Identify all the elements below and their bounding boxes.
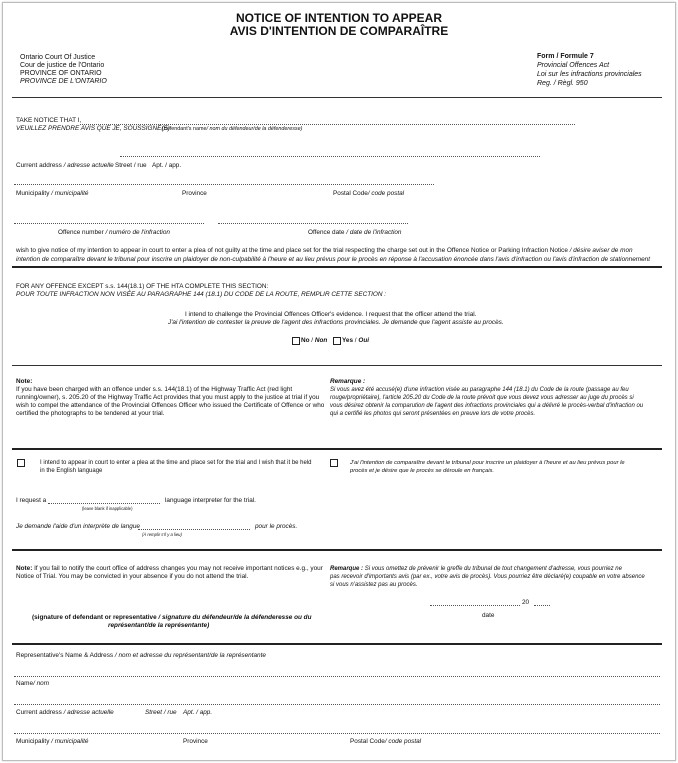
municipality-line[interactable] xyxy=(14,184,434,185)
french-trial-checkbox[interactable] xyxy=(330,459,338,467)
offence-number-label: Offence number / numéro de l'infraction xyxy=(58,229,170,236)
fill-caption-fr: (À remplir s'il y a lieu) xyxy=(142,532,182,537)
offence-number-line[interactable] xyxy=(14,223,204,224)
divider-top xyxy=(12,97,662,98)
offence-date-label: Offence date / date de l'infraction xyxy=(308,229,402,236)
challenge-evidence-en: I intend to challenge the Provincial Offences Officer's evidence. I request that the officer attend the trial. xyxy=(185,311,477,318)
yes-label: Yes / Oui xyxy=(342,337,370,344)
interpreter-language-en-line[interactable] xyxy=(48,503,160,504)
interpreter-request-en: I request a xyxy=(16,497,47,504)
remarque1-fr-line4: qui a certifié les photos qui seront présentées en preuve lors de votre procès. xyxy=(330,411,536,417)
no-checkbox[interactable] xyxy=(292,337,300,345)
rep-apt-label: Apt. / app. xyxy=(183,709,213,716)
note2-line2: Notice of Trial. You may be convicted in your absence if you do not attend the trial. xyxy=(16,573,249,580)
remarque2-line1: Remarque : Si vous omettez de prévenir le greffe du tribunal de tout changement d'adresse, vous pourriez ne xyxy=(330,566,622,572)
interpreter-trial-fr: pour le procès. xyxy=(255,523,298,530)
divider-section2 xyxy=(12,266,662,268)
act-fr: Loi sur les infractions provinciales xyxy=(537,71,642,78)
divider-note1 xyxy=(12,365,662,366)
take-notice-label-fr: VEUILLEZ PRENDRE AVIS QUE JE, SOUSSIGNÉ(E) xyxy=(16,125,170,132)
form-number: Form / Formule 7 xyxy=(537,53,594,60)
note1-label: Note: xyxy=(16,378,33,385)
interpreter-trial-en: language interpreter for the trial. xyxy=(165,497,256,504)
province-fr: PROVINCE DE L'ONTARIO xyxy=(20,78,107,85)
section2-heading-en: FOR ANY OFFENCE EXCEPT s.s. 144(18.1) OF THE HTA COMPLETE THIS SECTION: xyxy=(16,283,269,290)
postal-code-label: Postal Code/ code postal xyxy=(333,190,405,197)
current-address-label: Current address / adresse actuelle xyxy=(16,162,114,169)
note1-en-line3: wish to compel the attendance of the Provincial Offences Officer who issued the Certificate of Offence or who xyxy=(16,402,325,409)
remarque2-line2: pas recevoir d'importants avis (par ex., votre avis de procès). Vous pourriez être déclaré(e) coupable en votre absence xyxy=(330,574,645,580)
title-english: NOTICE OF INTENTION TO APPEAR xyxy=(235,11,442,25)
date-century: 20 xyxy=(522,599,530,606)
wish-statement-line2: intention de comparaître devant le tribunal pour inscrire un plaidoyer de non-culpabilité à l'heure et au lieu prévus pour le procès en réponse à l'accusation énoncée dans l'avis d'infraction ou l'avis d'infraction de stationnement xyxy=(16,256,650,263)
section2-heading-fr: POUR TOUTE INFRACTION NON VISÉE AU PARAGRAPHE 144 (18.1) DU CODE DE LA ROUTE, REMPLIR CETTE SECTION : xyxy=(16,291,387,298)
challenge-evidence-fr: J'ai l'intention de contester la preuve de l'agent des infractions provinciales. Je demande que l'agent assiste au procès. xyxy=(168,319,504,326)
apt-label: Apt. / app. xyxy=(152,162,182,169)
take-notice-label: TAKE NOTICE THAT I, xyxy=(16,117,82,124)
defendant-name-caption: (defendant's name/ nom du défendeur/de la défenderesse) xyxy=(162,126,303,132)
wish-statement-line1: wish to give notice of my intention to appear in court to enter a plea of not guilty at the time and place set for the trial respecting the charge set out in the Offence Notice or Parking Infraction Notice / désire aviser de mon xyxy=(16,247,633,254)
rep-name-line[interactable] xyxy=(14,704,660,705)
rep-address-line[interactable] xyxy=(14,733,660,734)
rep-province-label: Province xyxy=(183,738,208,745)
offence-date-line[interactable] xyxy=(218,223,408,224)
english-trial-line1: I intend to appear in court to enter a plea at the time and place set for the trial and I wish that it be held xyxy=(40,460,312,466)
court-name-en: Ontario Court Of Justice xyxy=(20,54,96,61)
remarque1-fr-line2: rouge/propriétaire), l'article 205.20 du Code de la route prévoit que vous devez vous adresser au juge du procès si xyxy=(330,395,634,401)
street-label: Street / rue xyxy=(115,162,147,169)
yes-checkbox[interactable] xyxy=(333,337,341,345)
regulation: Reg. / Règl. 950 xyxy=(537,80,588,87)
signature-caption-line1: (signature of defendant or representative / signature du défendeur/de la défenderesse ou du xyxy=(32,614,312,621)
note1-en-line2: running/owner), s. 205.20 of the Highway Traffic Act provides that you must apply to the justice at trial if you xyxy=(16,394,320,401)
french-trial-line1: J'ai l'intention de comparaître devant le tribunal pour inscrire un plaidoyer à l'heure et au lieu prévus pour le xyxy=(350,460,625,466)
date-year-line[interactable] xyxy=(534,605,550,606)
note1-en-line4: certified the photographs to be tendered at your trial. xyxy=(16,410,165,417)
interpreter-language-fr-line[interactable] xyxy=(138,529,250,530)
interpreter-request-fr: Je demande l'aide d'un interprète de langue xyxy=(16,523,140,530)
rep-street-label: Street / rue xyxy=(145,709,177,716)
divider-note2 xyxy=(12,549,662,551)
province-label: Province xyxy=(182,190,207,197)
divider-language xyxy=(12,448,662,450)
remarque2-line3: si vous n'assistez pas au procès. xyxy=(330,582,418,588)
current-address-line[interactable] xyxy=(120,156,540,157)
leave-blank-caption: (leave blank if inapplicable) xyxy=(82,506,133,511)
representative-line[interactable] xyxy=(14,676,660,677)
representative-label: Representative's Name & Address / nom et adresse du représentant/de la représentante xyxy=(16,652,266,659)
court-name-fr: Cour de justice de l'Ontario xyxy=(20,62,105,69)
remarque1-fr-line1: Si vous avez été accusé(e) d'une infraction visée au paragraphe 144 (18.1) du Code de la route (passage au feu xyxy=(330,387,629,393)
date-label: date xyxy=(482,612,495,619)
note2-line1: Note: If you fail to notify the court office of address changes you may not receive important notices e.g., your xyxy=(16,565,323,572)
remarque1-label: Remarque : xyxy=(330,378,366,385)
province-en: PROVINCE OF ONTARIO xyxy=(20,70,102,77)
municipality-label: Municipality / municipalité xyxy=(16,190,89,197)
date-line[interactable] xyxy=(430,605,520,606)
no-label: No / Non xyxy=(301,337,328,344)
english-trial-line2: in the English language xyxy=(40,468,103,474)
remarque1-fr-line3: vous désirez obtenir la comparution de l'agent des infractions provinciales qui a délivré le procès-verbal d'infraction ou xyxy=(330,403,644,409)
rep-name-label: Name/ nom xyxy=(16,680,50,687)
english-trial-checkbox[interactable] xyxy=(17,459,25,467)
rep-municipality-label: Municipality / municipalité xyxy=(16,738,89,745)
note1-en-line1: If you have been charged with an offence under s.s. 144(18.1) of the Highway Traffic Act (red light xyxy=(16,386,293,393)
rep-postal-code-label: Postal Code/ code postal xyxy=(350,738,422,745)
act-en: Provincial Offences Act xyxy=(537,62,610,69)
french-trial-line2: procès et je désire que le procès se déroule en français. xyxy=(350,468,495,474)
divider-representative xyxy=(12,643,662,645)
title-french: AVIS D'INTENTION DE COMPARAÎTRE xyxy=(229,24,449,38)
rep-address-label: Current address / adresse actuelle xyxy=(16,709,114,716)
signature-caption-line2: représentant/de la représentante) xyxy=(108,622,210,629)
